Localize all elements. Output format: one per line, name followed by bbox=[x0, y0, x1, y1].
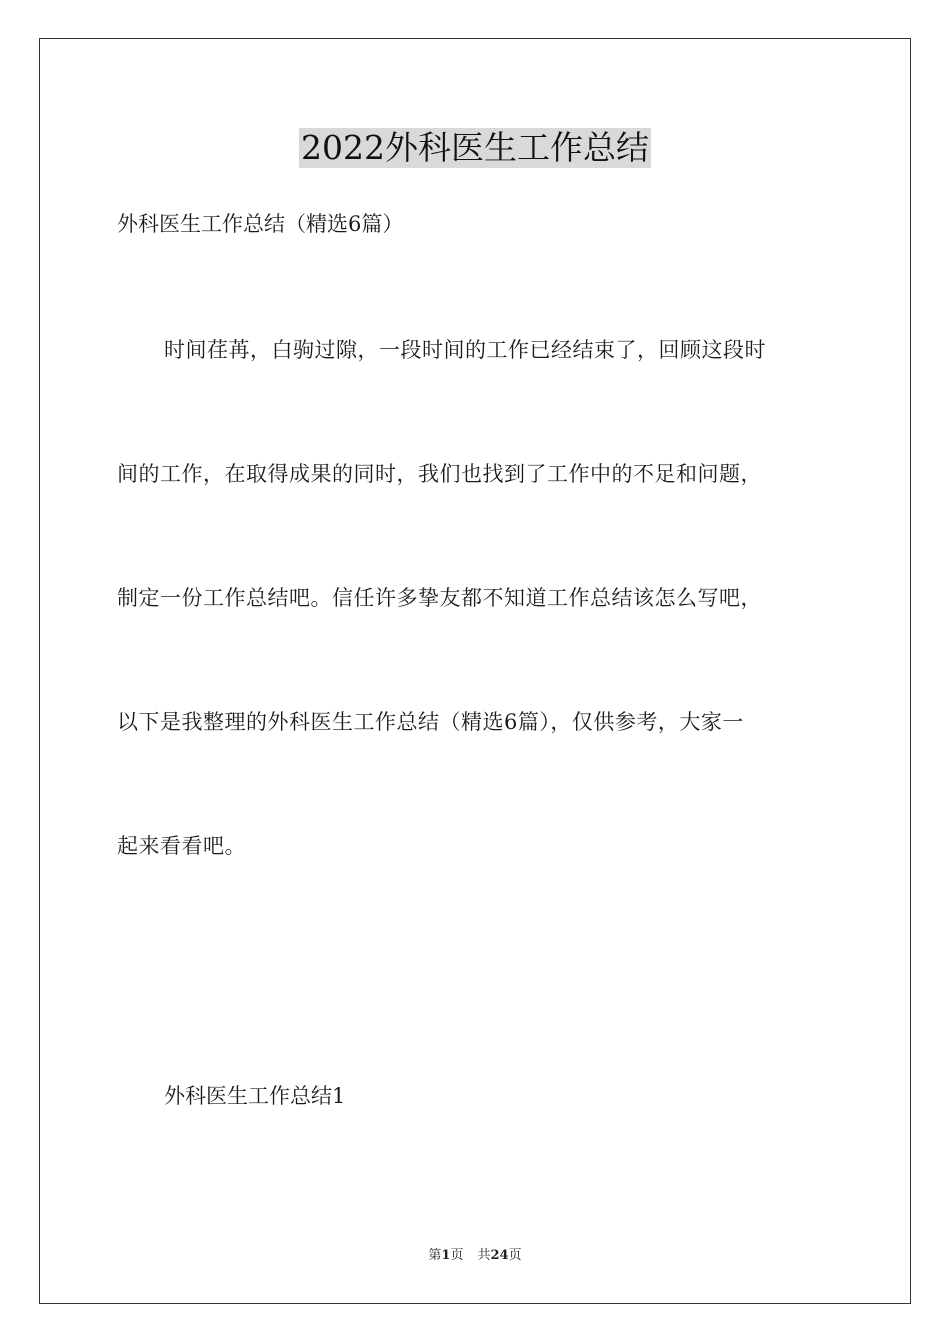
footer-total-prefix: 共 bbox=[477, 1248, 491, 1263]
footer-page-prefix: 第 bbox=[428, 1248, 442, 1263]
footer-total-suffix: 页 bbox=[508, 1248, 522, 1263]
footer-page-suffix: 页 bbox=[450, 1248, 464, 1263]
paragraph-line-4: 以下是我整理的外科医生工作总结（精选6篇），仅供参考，大家一 bbox=[117, 710, 744, 734]
page-footer bbox=[0, 1247, 950, 1265]
section-heading: 外科医生工作总结1 bbox=[164, 1084, 346, 1108]
footer-page-number: 1 bbox=[441, 1248, 451, 1263]
document-title: 2022外科医生工作总结 bbox=[301, 128, 649, 167]
document-subtitle: 外科医生工作总结（精选6篇） bbox=[117, 212, 404, 236]
paragraph-line-3: 制定一份工作总结吧。信任许多挚友都不知道工作总结该怎么写吧， bbox=[117, 586, 762, 610]
paragraph-line-5: 起来看看吧。 bbox=[117, 834, 246, 858]
document-title-container bbox=[0, 128, 950, 168]
paragraph-line-2: 间的工作，在取得成果的同时，我们也找到了工作中的不足和问题， bbox=[117, 462, 762, 486]
paragraph-line-1: 时间荏苒，白驹过隙，一段时间的工作已经结束了，回顾这段时 bbox=[164, 338, 766, 362]
footer-total-pages: 24 bbox=[490, 1248, 509, 1263]
